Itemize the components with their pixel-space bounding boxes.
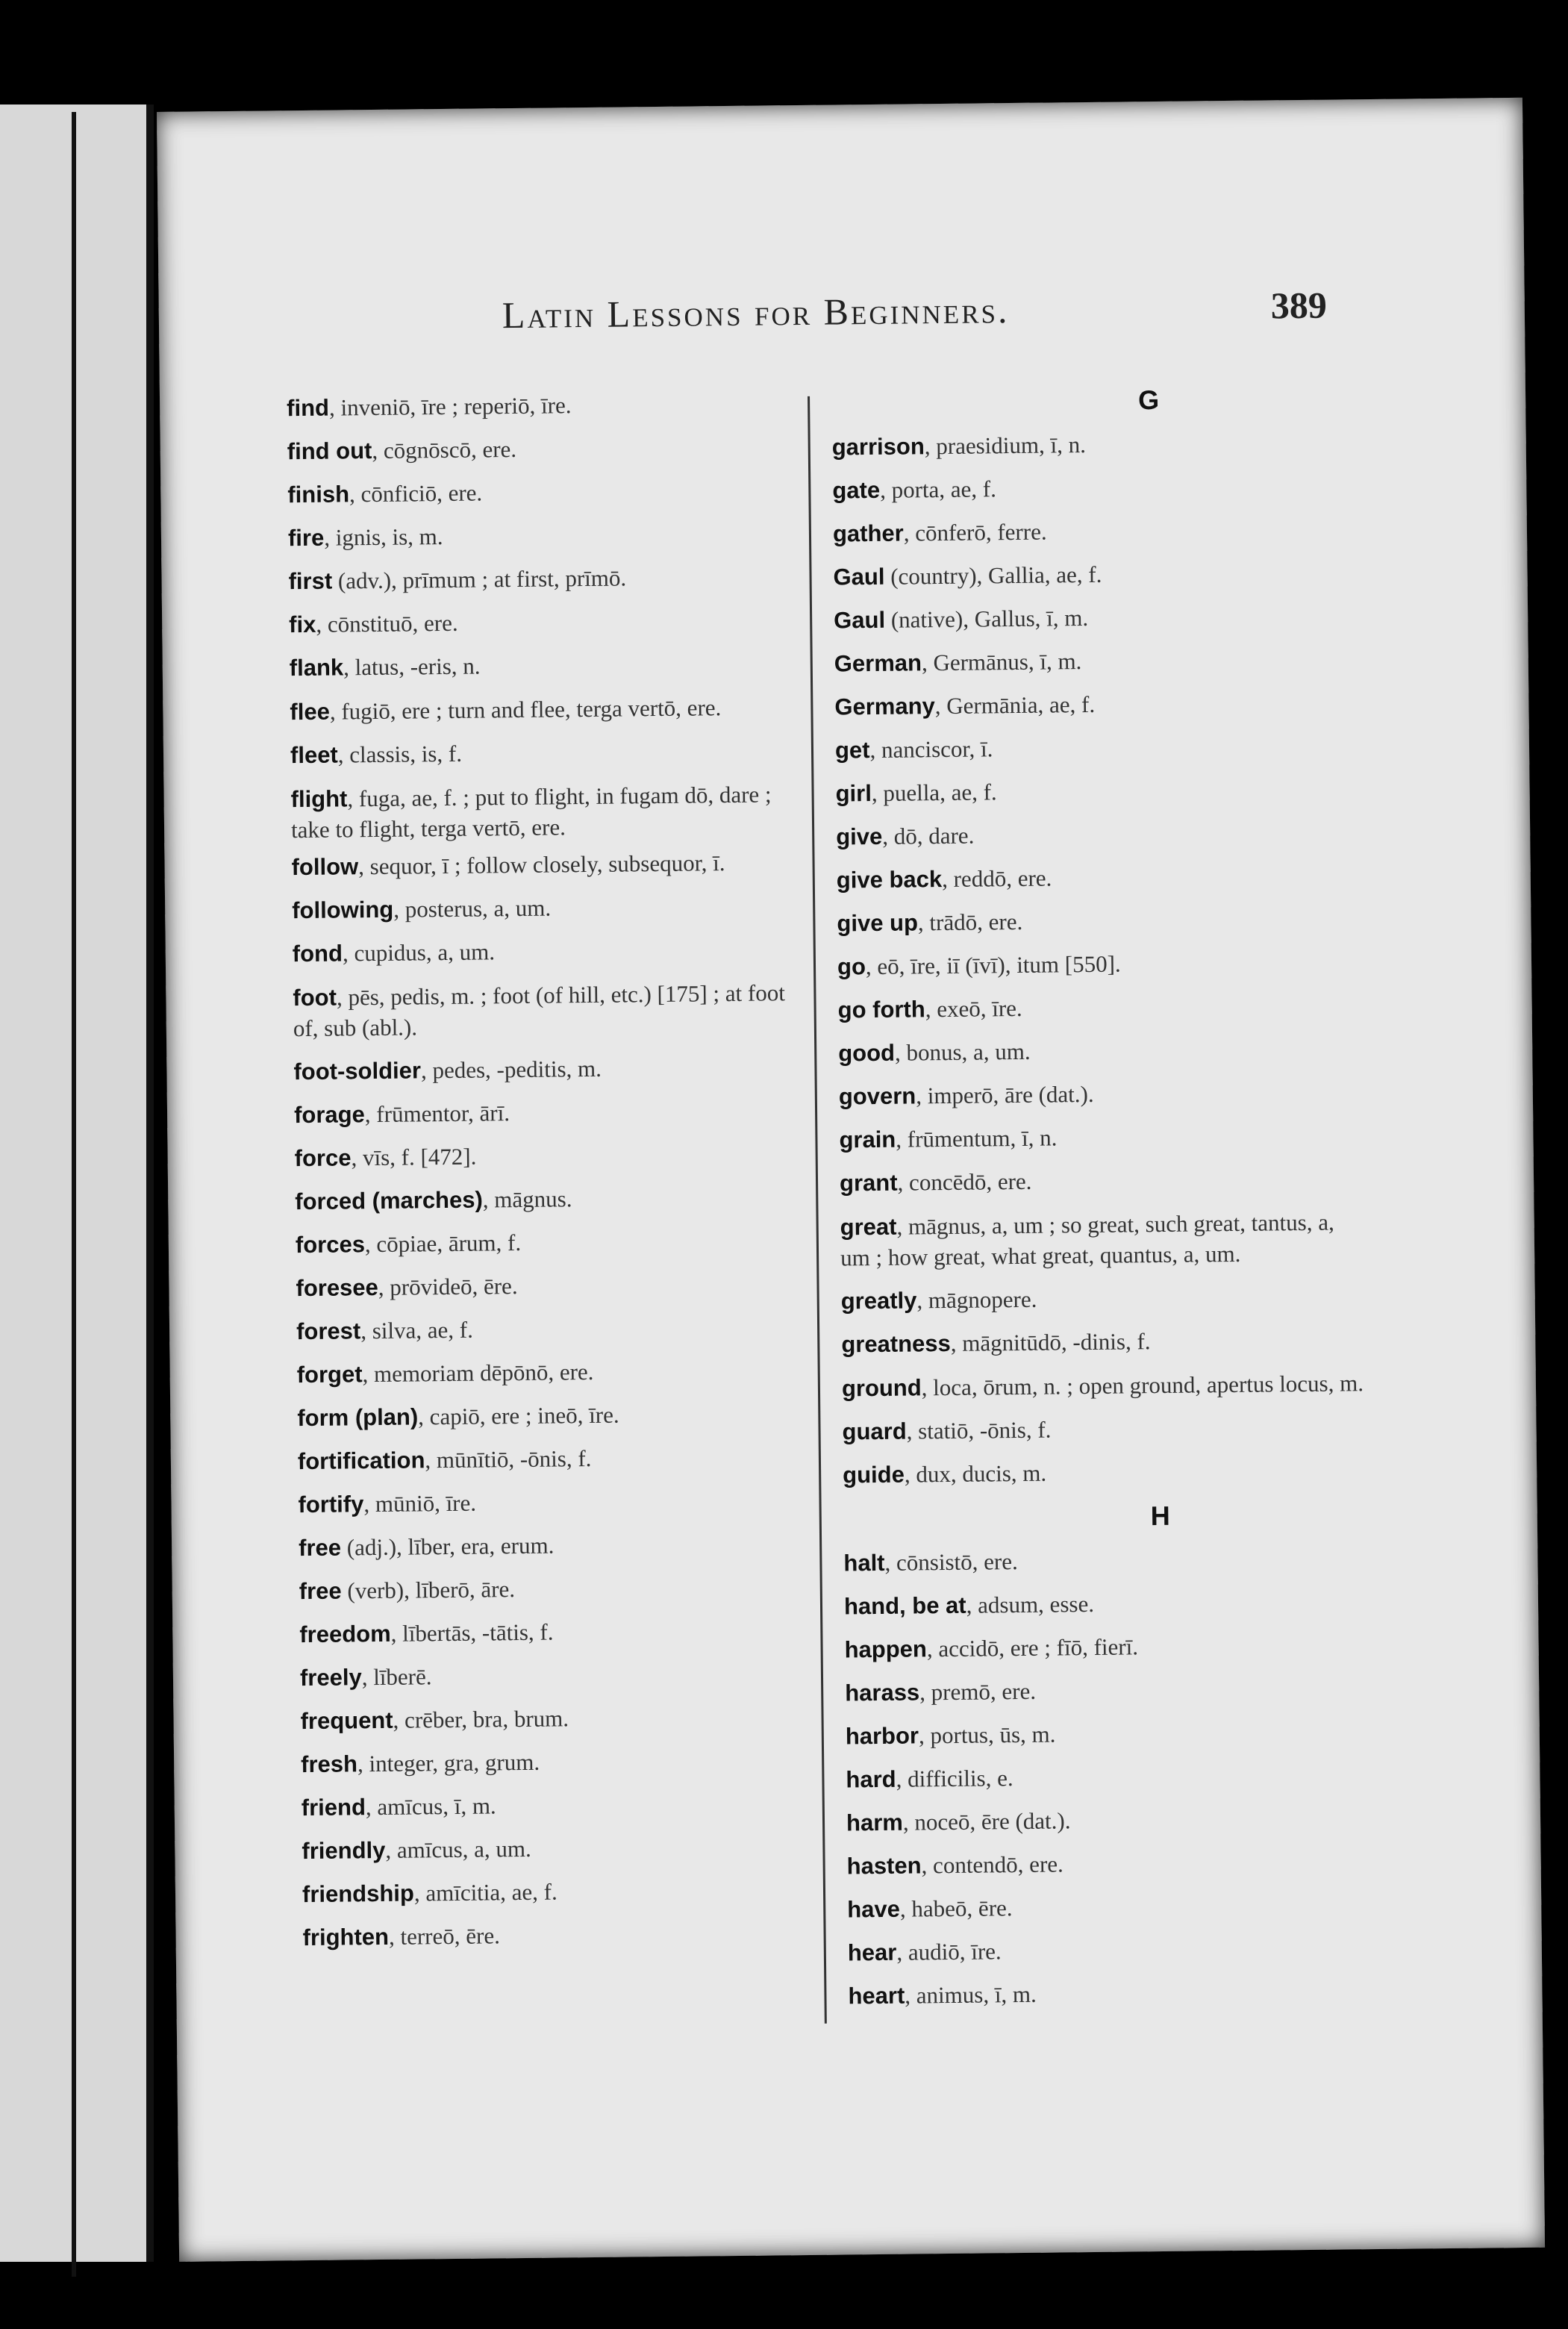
entry-definition: , frūmentor, ārī. [364, 1100, 510, 1128]
section-letter: H [1150, 1500, 1170, 1532]
glossary-entry [841, 1318, 1364, 1366]
glossary-entry [848, 1926, 1371, 1974]
entry-definition: , memoriam dēpōnō, ere. [362, 1358, 594, 1388]
entry-definition: , cōnsistō, ere. [884, 1548, 1018, 1576]
entry-headword: hand, be at [843, 1591, 966, 1620]
glossary-entry [840, 1156, 1363, 1205]
glossary-entry [302, 1824, 825, 1873]
entry-definition: , audiō, īre. [896, 1938, 1002, 1965]
entry-definition: , imperō, āre (dat.). [916, 1080, 1094, 1109]
entry-headword: frighten [302, 1923, 390, 1951]
entry-headword: German [834, 649, 922, 677]
entry-definition: , adsum, esse. [966, 1590, 1095, 1618]
glossary-entry [289, 598, 812, 646]
glossary-entry [839, 1113, 1362, 1162]
glossary-entry [287, 381, 810, 430]
entry-headword: find [286, 394, 330, 422]
entry-definition: (verb), līberō, āre. [341, 1576, 516, 1604]
glossary-entry [847, 1883, 1370, 1931]
entry-definition: , crēber, bra, brum. [393, 1705, 569, 1733]
entry-definition: , puella, ae, f. [871, 779, 997, 807]
entry-definition: , porta, ae, f. [879, 476, 997, 503]
glossary-entry [287, 468, 810, 517]
glossary-entry [301, 1781, 824, 1830]
glossary-entry [837, 940, 1361, 988]
glossary-entry [296, 1348, 819, 1397]
entry-definition: , mūnītiō, -ōnis, f. [425, 1445, 592, 1474]
entry-definition: , māgnopere. [916, 1285, 1037, 1314]
entry-headword: govern [838, 1082, 916, 1110]
section-letter: G [1137, 384, 1160, 416]
entry-headword: force [294, 1144, 352, 1172]
entry-headword: free [298, 1534, 342, 1562]
entry-definition: , ignis, is, m. [324, 523, 443, 551]
entry-headword: fortification [297, 1447, 425, 1475]
entry-definition: , animus, ī, m. [905, 1980, 1037, 2009]
entry-headword: great [840, 1213, 897, 1241]
entry-headword: fire [287, 524, 325, 552]
entry-headword: flight [290, 785, 348, 813]
glossary-entry [291, 847, 813, 882]
glossary-entry [290, 641, 813, 690]
entry-headword: flank [289, 654, 344, 682]
glossary-entry [833, 550, 1356, 599]
entry-definition: , silva, ae, f. [360, 1316, 474, 1344]
entry-headword: give [836, 823, 883, 850]
entry-definition: , līberē. [361, 1663, 432, 1691]
entry-definition: , cupidus, a, um. [342, 938, 496, 967]
entry-definition: , cōgnōscō, ere. [372, 435, 517, 464]
entry-definition: , contendō, ere. [921, 1851, 1063, 1879]
entry-headword: forest [296, 1318, 361, 1345]
glossary-entry [836, 810, 1359, 858]
entry-definition: , cōnferō, ferre. [903, 518, 1047, 546]
entry-definition: , praesidium, ī, n. [924, 431, 1087, 460]
page-number: 389 [1270, 284, 1328, 327]
entry-headword: hard [846, 1765, 896, 1793]
glossary-entry [843, 1536, 1366, 1585]
glossary-entry [292, 884, 815, 932]
entry-headword: girl [835, 780, 872, 807]
entry-definition: , difficilis, e. [896, 1765, 1013, 1792]
entry-headword: give back [836, 866, 943, 894]
glossary-entry [299, 1608, 822, 1656]
entry-definition: , habeō, ēre. [899, 1895, 1013, 1922]
glossary-entry [844, 1580, 1367, 1628]
glossary-entry [290, 779, 813, 845]
entry-headword: finish [287, 481, 350, 508]
entry-headword: harass [845, 1679, 920, 1706]
entry-definition: , nanciscor, ī. [869, 735, 993, 764]
entry-definition: (adv.), prīmum ; at first, prīmō. [331, 564, 627, 594]
entry-definition: , fuga, ae, f. ; put to flight, in fugam dō, dare ; take to flight, terga vertō, ere. [290, 781, 772, 844]
entry-definition: , classis, is, f. [337, 740, 463, 768]
entry-definition: (country), Gallia, ae, f. [884, 561, 1102, 590]
entry-headword: grain [839, 1126, 896, 1153]
glossary-entry [293, 927, 816, 976]
entry-headword: forced (marches) [295, 1186, 483, 1215]
entry-headword: follow [291, 853, 359, 881]
entry-headword: fortify [298, 1491, 364, 1518]
entry-definition: , vīs, f. [472]. [351, 1143, 477, 1171]
entry-headword: flee [290, 698, 331, 726]
entry-definition: , fugiō, ere ; turn and flee, terga vertō, ere. [329, 694, 722, 725]
entry-headword: greatness [841, 1329, 951, 1358]
entry-definition: , cōnstituō, ere. [316, 609, 458, 637]
glossary-entry [837, 897, 1360, 945]
entry-headword: good [838, 1039, 896, 1067]
glossary-entry [296, 1218, 819, 1267]
glossary-entry [846, 1709, 1369, 1758]
entry-headword: guide [842, 1461, 905, 1488]
entry-headword: free [299, 1577, 342, 1605]
entry-headword: following [292, 896, 394, 924]
glossary-entry [842, 1368, 1364, 1403]
glossary-entry [842, 1405, 1365, 1453]
entry-headword: gate [832, 476, 881, 504]
entry-definition: , statiō, -ōnis, f. [906, 1416, 1052, 1444]
entry-headword: halt [843, 1549, 885, 1577]
glossary-entry [837, 853, 1360, 902]
entry-headword: harbor [845, 1722, 919, 1750]
glossary-entry [840, 1206, 1363, 1273]
entry-headword: freely [299, 1664, 362, 1692]
entry-definition: , māgnus, a, um ; so great, such great, tantus, a, um ; how great, what great, quantus, a, um. [840, 1209, 1334, 1271]
glossary-entry [302, 1911, 825, 1959]
entry-headword: forage [293, 1101, 366, 1129]
glossary-entry [293, 1045, 816, 1094]
glossary-entry [299, 1565, 822, 1613]
entry-headword: forces [295, 1231, 366, 1259]
right-column [831, 375, 1371, 2018]
glossary-entry [846, 1796, 1369, 1845]
entry-definition: , inveniō, īre ; reperiō, īre. [328, 392, 572, 421]
entry-definition: , loca, ōrum, n. ; open ground, apertus locus, m. [921, 1370, 1364, 1401]
glossary-entry [838, 1026, 1361, 1075]
entry-headword: fix [289, 611, 316, 638]
glossary-entry [840, 1274, 1364, 1323]
glossary-entry [301, 1738, 824, 1786]
entry-headword: find out [287, 437, 372, 465]
entry-definition: (adj.), līber, era, erum. [340, 1532, 555, 1561]
entry-definition: , bonus, a, um. [894, 1038, 1031, 1066]
glossary-entry [846, 1839, 1369, 1888]
entry-headword: friendship [302, 1880, 415, 1908]
entry-headword: first [288, 567, 333, 595]
glossary-entry [832, 464, 1355, 512]
entry-headword: Gaul [833, 606, 886, 634]
entry-definition: , Germānia, ae, f. [934, 690, 1096, 720]
entry-headword: harm [846, 1809, 904, 1836]
entry-headword: hear [847, 1939, 897, 1966]
glossary-entry [837, 983, 1361, 1032]
entry-definition: , noceō, ēre (dat.). [902, 1807, 1071, 1836]
glossary-entry [834, 637, 1357, 685]
entry-headword: foresee [296, 1273, 378, 1302]
entry-definition: , amīcus, a, um. [385, 1835, 531, 1863]
running-title: Latin Lessons for Beginners. [502, 289, 1010, 337]
entry-definition: , pēs, pedis, m. ; foot (of hill, etc.) [175] ; at foot of, sub (abl.). [293, 979, 786, 1042]
glossary-entry [298, 1478, 821, 1527]
glossary-entry [831, 420, 1355, 469]
glossary-entry [296, 1305, 819, 1353]
entry-definition: , reddō, ere. [941, 864, 1052, 893]
entry-definition: (native), Gallus, ī, m. [884, 604, 1089, 633]
entry-definition: , posterus, a, um. [393, 894, 552, 923]
entry-definition: , dō, dare. [882, 822, 975, 849]
entry-definition: , māgnus. [482, 1185, 572, 1213]
entry-headword: form (plan) [297, 1403, 419, 1432]
entry-definition: , capiō, ere ; ineō, īre. [418, 1401, 619, 1430]
entry-definition: , māgnitūdō, -dinis, f. [950, 1328, 1151, 1356]
glossary-entry [294, 1088, 817, 1137]
entry-headword: guard [842, 1418, 907, 1445]
entry-definition: , exeō, īre. [925, 994, 1022, 1023]
glossary-entry [834, 680, 1358, 729]
entry-headword: have [847, 1895, 901, 1923]
glossary-entry [287, 425, 810, 473]
entry-definition: , eō, īre, iī (īvī), itum [550]. [865, 950, 1121, 980]
running-head [159, 277, 1525, 351]
entry-definition: , accidō, ere ; fīō, fierī. [926, 1633, 1139, 1662]
glossary-entry [288, 511, 811, 560]
entry-definition: , amīcitia, ae, f. [413, 1878, 557, 1906]
book-page [157, 98, 1545, 2262]
glossary-entry [300, 1694, 823, 1743]
entry-definition: , lībertās, -tātis, f. [390, 1618, 554, 1647]
entry-headword: friendly [302, 1836, 386, 1865]
entry-definition: , frūmentum, ī, n. [896, 1124, 1058, 1153]
entry-headword: fond [292, 940, 343, 967]
entry-headword: Gaul [833, 563, 885, 590]
glossary-entry [288, 555, 811, 603]
glossary-entry [843, 1448, 1366, 1497]
glossary-entry [297, 1391, 820, 1440]
entry-definition: , amīcus, ī, m. [365, 1792, 496, 1821]
entry-headword: foot [293, 984, 337, 1011]
glossary-entry [293, 977, 816, 1044]
glossary-entry [299, 1521, 822, 1570]
glossary-entry [294, 1132, 817, 1180]
entry-headword: fresh [301, 1750, 358, 1778]
glossary-entry [295, 1175, 818, 1223]
entry-headword: frequent [300, 1706, 393, 1735]
glossary-entry [300, 1651, 823, 1700]
glossary-entry [834, 593, 1357, 642]
entry-headword: grant [839, 1169, 898, 1197]
entry-headword: get [834, 737, 870, 764]
glossary-entry [844, 1623, 1367, 1671]
entry-definition: , portus, ūs, m. [918, 1721, 1056, 1749]
glossary-entry [835, 723, 1358, 772]
entry-headword: forget [296, 1361, 363, 1388]
entry-definition: , sequor, ī ; follow closely, subsequor, ī. [357, 849, 725, 880]
glossary-entry [845, 1666, 1368, 1715]
entry-definition: , terreō, ēre. [388, 1922, 501, 1950]
entry-headword: gather [832, 520, 904, 547]
entry-headword: friend [301, 1794, 366, 1821]
entry-headword: hasten [846, 1852, 922, 1880]
glossary-entry [290, 691, 812, 727]
entry-headword: freedom [299, 1620, 391, 1648]
book-spine-shadow [72, 112, 76, 2277]
glossary-entry [848, 1969, 1371, 2018]
entry-headword: go forth [837, 996, 925, 1023]
left-column [287, 381, 825, 1959]
entry-definition: , cōnficiō, ere. [349, 479, 483, 508]
glossary-entry [839, 1070, 1362, 1118]
entry-definition: , mūniō, īre. [363, 1489, 477, 1518]
entry-definition: , dux, ducis, m. [904, 1459, 1047, 1488]
entry-headword: foot-soldier [293, 1057, 422, 1085]
entry-definition: , trādō, ere. [917, 908, 1023, 936]
entry-headword: give up [837, 909, 919, 937]
entry-definition: , integer, gra, grum. [357, 1748, 540, 1777]
entry-headword: fleet [290, 741, 338, 769]
glossary-entry [296, 1262, 819, 1310]
entry-headword: go [837, 953, 866, 980]
glossary-entry [298, 1435, 821, 1483]
entry-headword: happen [844, 1636, 928, 1663]
glossary-entry [835, 767, 1358, 815]
entry-definition: , concēdō, ere. [897, 1167, 1032, 1196]
glossary-entry [290, 729, 813, 777]
entry-definition: , premō, ere. [919, 1677, 1037, 1706]
entry-headword: garrison [831, 433, 925, 461]
entry-headword: Germany [834, 693, 935, 720]
adjacent-left-page [0, 105, 154, 2262]
entry-definition: , pedes, -peditis, m. [420, 1055, 602, 1084]
entry-definition: , cōpiae, ārum, f. [364, 1229, 522, 1258]
glossary-entry [833, 507, 1356, 555]
glossary-entry [846, 1753, 1369, 1801]
entry-headword: greatly [840, 1287, 917, 1315]
entry-definition: , Germānus, ī, m. [921, 648, 1082, 676]
entry-headword: heart [848, 1982, 905, 2010]
entry-definition: , latus, -eris, n. [343, 652, 481, 681]
entry-definition: , prōvideō, ēre. [378, 1273, 518, 1300]
entry-headword: ground [841, 1374, 922, 1402]
glossary-entry [302, 1868, 825, 1916]
